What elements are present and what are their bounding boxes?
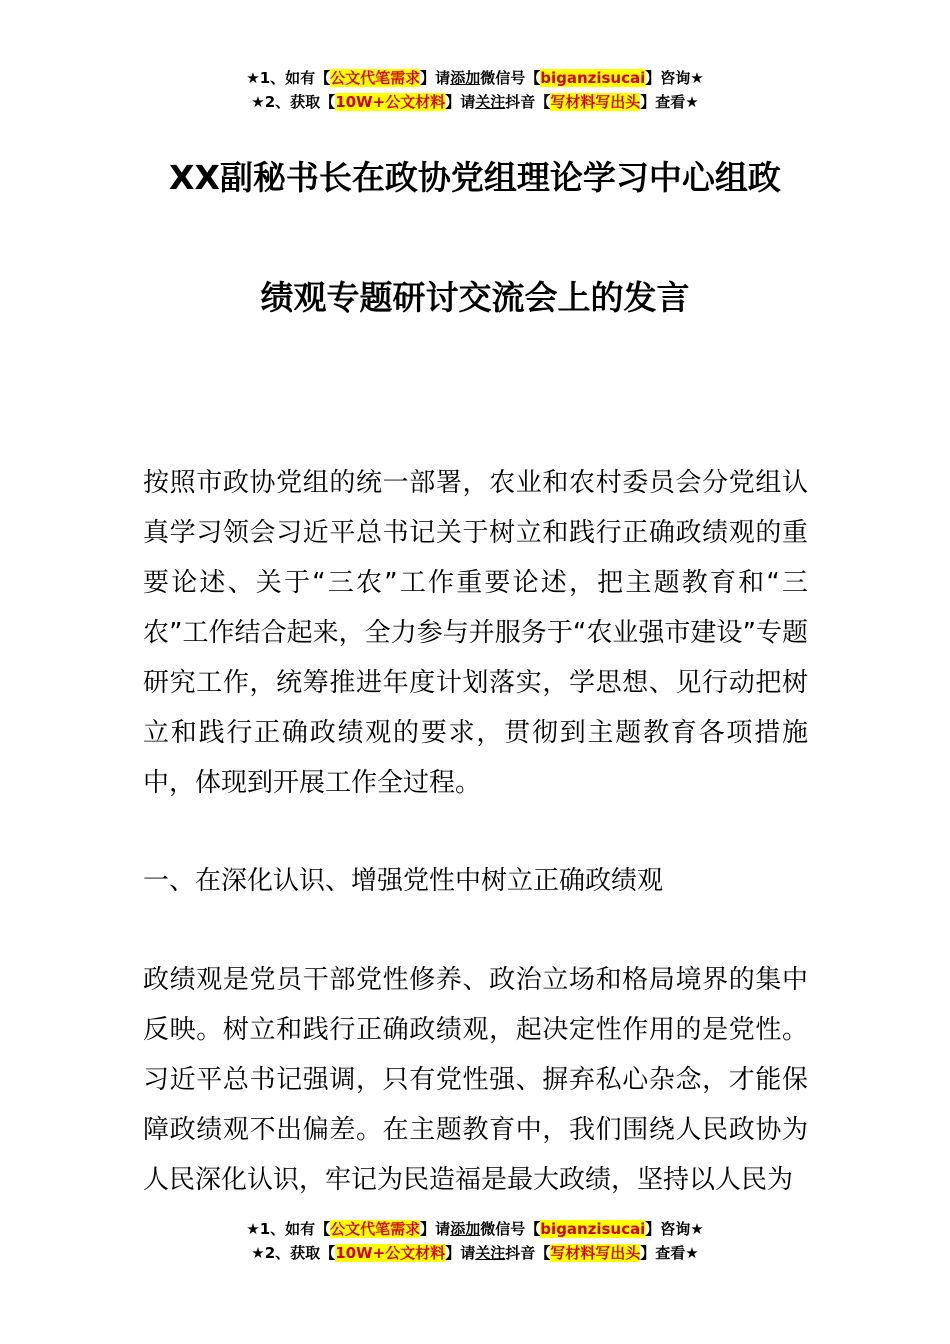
banner-text: ★1、如有【: [246, 1220, 331, 1238]
banner-highlight: 公文代笔需求: [330, 69, 421, 87]
banner-text: ★1、如有【: [246, 69, 331, 87]
banner-douyin-id: 写材料写出头: [550, 1244, 641, 1262]
banner-text: 抖音【: [505, 1244, 551, 1262]
banner-emphasis: 关注: [475, 1244, 506, 1262]
banner-text: 抖音【: [505, 93, 551, 111]
section-heading-1: 一、在深化认识、增强党性中树立正确政绩观: [143, 866, 664, 896]
banner-text: 】查看★: [640, 93, 699, 111]
document-title-line-1: XX副秘书长在政协党组理论学习中心组政: [169, 158, 781, 197]
banner-text: 】请: [445, 1244, 476, 1262]
banner-text: 】查看★: [640, 1244, 699, 1262]
banner-line-1: [0, 1217, 950, 1241]
banner-emphasis: 添加: [450, 1220, 481, 1238]
banner-highlight: 10W+公文材料: [335, 1244, 446, 1262]
body-paragraph-1: 按照市政协党组的统一部署，农业和农村委员会分党组认真学习领会习近平总书记关于树立和践行正确政绩观的重要论述、关于“三农”工作重要论述，把主题教育和“三农”工作结合起来，全力参与并服务于“农业强市建设”专题研究工作，统筹推进年度计划落实，学思想、见行动把树立和践行正确政绩观的要求，贯彻到主题教育各项措施中，体现到开展工作全过程。: [143, 468, 808, 798]
footer-banner: [0, 1217, 950, 1265]
banner-text: 】请: [445, 93, 476, 111]
banner-text: 】咨询★: [645, 69, 704, 87]
banner-line-2: [0, 90, 950, 114]
banner-douyin-id: 写材料写出头: [550, 93, 641, 111]
banner-line-1: [0, 66, 950, 90]
banner-wechat-id: biganzisucai: [540, 1220, 646, 1238]
banner-wechat-id: biganzisucai: [540, 69, 646, 87]
banner-emphasis: 关注: [475, 93, 506, 111]
body-paragraph-2: 政绩观是党员干部党性修养、政治立场和格局境界的集中反映。树立和践行正确政绩观，起决定性作用的是党性。习近平总书记强调，只有党性强、摒弃私心杂念，才能保障政绩观不出偏差。在主题教育中，我们围绕人民政协为人民深化认识，牢记为民造福是最大政绩，坚持以人民为: [143, 965, 808, 1195]
header-banner: [0, 66, 950, 114]
banner-highlight: 公文代笔需求: [330, 1220, 421, 1238]
banner-text: 】请: [420, 1220, 451, 1238]
banner-text: 微信号【: [480, 69, 541, 87]
banner-text: ★2、获取【: [251, 93, 336, 111]
document-title-line-2: 绩观专题研讨交流会上的发言: [260, 278, 690, 317]
banner-text: 微信号【: [480, 1220, 541, 1238]
banner-text: 】咨询★: [645, 1220, 704, 1238]
banner-highlight: 10W+公文材料: [335, 93, 446, 111]
banner-text: ★2、获取【: [251, 1244, 336, 1262]
banner-text: 】请: [420, 69, 451, 87]
banner-line-2: [0, 1241, 950, 1265]
banner-emphasis: 添加: [450, 69, 481, 87]
